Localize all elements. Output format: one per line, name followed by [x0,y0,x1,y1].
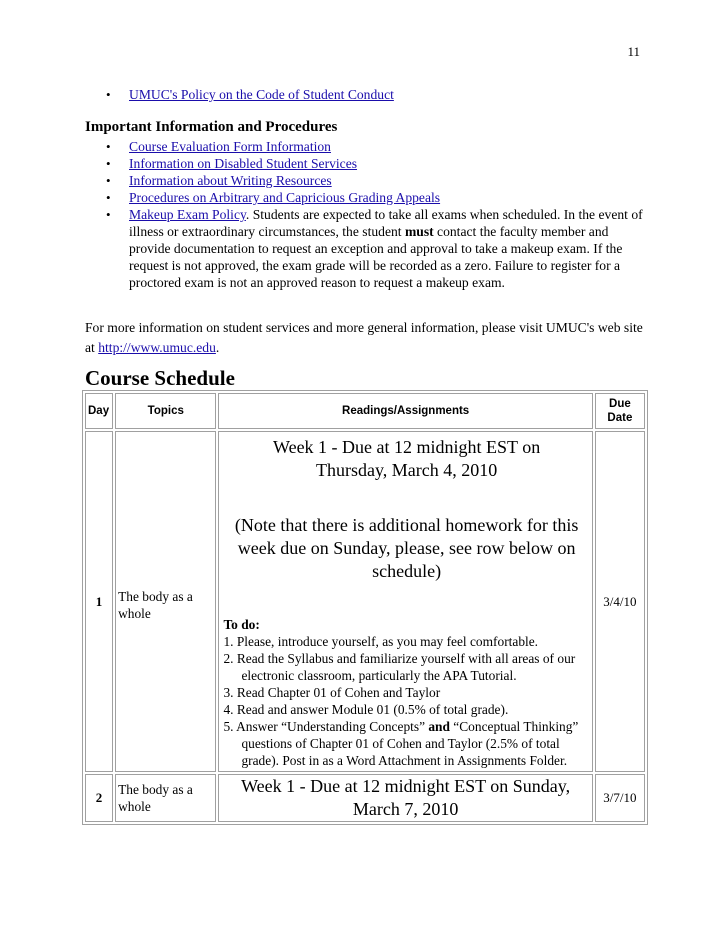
more-info-paragraph [85,318,645,358]
topic-cell: The body as a whole [115,774,216,822]
list-item [88,138,648,155]
header-due-date: Due Date [595,393,645,429]
makeup-policy-text-end: contact the faculty member and provide documentation to request an exception and approval to take a makeup exam. If the request is not approved, the exam grade will be recorded as a zero. Failure to register for a proctored exam is not an approved reason to request a makeup exam. [129,224,623,290]
week-title: Week 1 - Due at 12 midnight EST on Sunday, March 7, 2010 [241,776,571,819]
todo-label: To do: [223,617,260,632]
todo-item: 3. Read Chapter 01 of Cohen and Taylor [223,685,441,700]
todo-item-5-start: 5. Answer “Understanding Concepts” [223,719,429,734]
makeup-policy-text-start: . Students are expected to take all exams when scheduled. In the event of illness or extraordinary circumstances, the student [129,207,643,239]
todo-item-5-and: and [428,719,450,734]
grading-appeals-link[interactable]: Procedures on Arbitrary and Capricious Grading Appeals [129,190,441,205]
disabled-services-link[interactable]: Information on Disabled Student Services [129,156,358,171]
week-title: Week 1 - Due at 12 midnight EST on Thursday, March 4, 2010 [273,437,541,480]
makeup-exam-policy-link[interactable]: Makeup Exam Policy [129,207,246,222]
list-item [88,172,648,189]
more-info-end: . [215,340,220,355]
umuc-website-link[interactable]: http://www.umuc.edu [98,340,216,355]
course-schedule-heading: Course Schedule [85,366,235,390]
due-date-cell: 3/4/10 [595,431,645,772]
header-readings: Readings/Assignments [218,393,592,429]
day-cell: 1 [85,431,113,772]
table-row [85,431,645,772]
code-of-conduct-link[interactable]: UMUC's Policy on the Code of Student Conduct [129,87,394,102]
additional-homework-note: (Note that there is additional homework for this week due on Sunday, please, see row below on schedule) [234,515,579,581]
list-item [88,206,648,291]
list-item [88,155,648,172]
readings-cell [218,431,592,772]
list-item [88,189,648,206]
todo-item: 1. Please, introduce yourself, as you may feel comfortable. [223,634,539,649]
header-day: Day [85,393,113,429]
writing-resources-link[interactable]: Information about Writing Resources [129,173,332,188]
procedures-list [88,138,648,291]
readings-cell [218,774,592,822]
makeup-must: must [404,224,434,239]
course-schedule-table [82,390,648,825]
header-topics: Topics [115,393,216,429]
todo-item: 2. Read the Syllabus and familiarize yourself with all areas of our electronic classroom, particularly the APA Tutorial. [223,651,576,683]
todo-item: 4. Read and answer Module 01 (0.5% of total grade). [223,702,509,717]
table-row [85,774,645,822]
course-evaluation-link[interactable]: Course Evaluation Form Information [129,139,331,154]
procedures-heading: Important Information and Procedures [85,119,338,135]
day-cell: 2 [85,774,113,822]
todo-item [223,718,589,769]
more-info-text: For more information on student services and more general information, please visit UMUC's web site at [85,320,643,355]
list-item [88,86,648,103]
policy-list [88,86,648,103]
due-date-cell: 3/7/10 [595,774,645,822]
todo-item-5-end: “Conceptual Thinking” questions of Chapter 01 of Cohen and Taylor (2.5% of total grade). Post in as a Word Attachment in Assignments Folder. [241,719,579,768]
table-header-row [85,393,645,429]
page-number: 11 [627,44,640,59]
topic-cell: The body as a whole [115,431,216,772]
